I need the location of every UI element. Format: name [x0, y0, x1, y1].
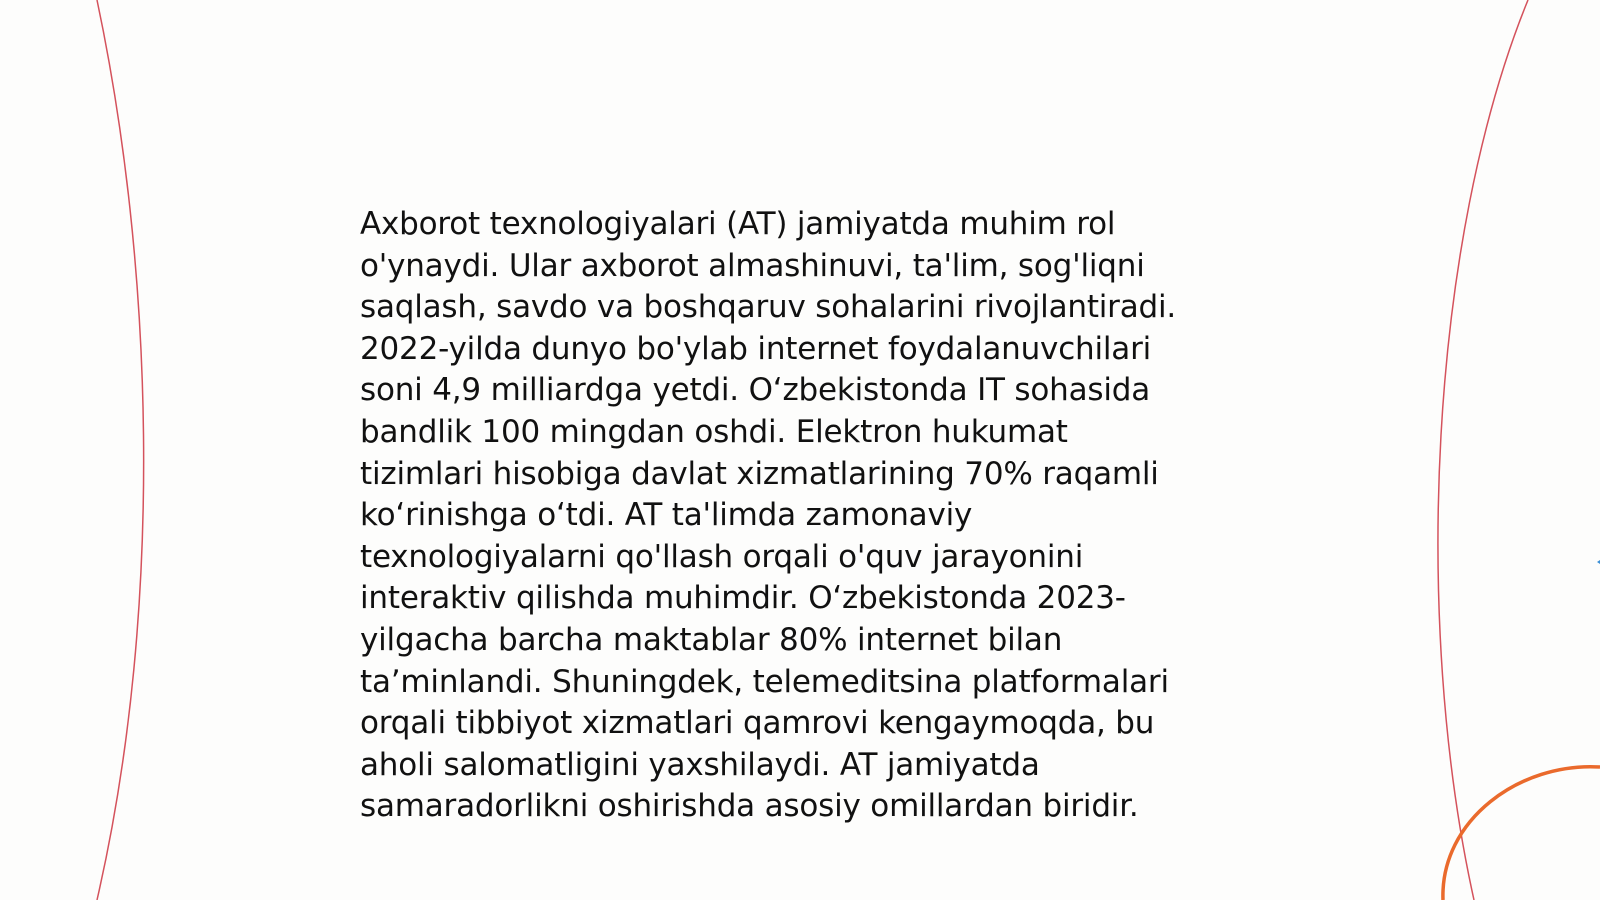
- right-curve-line: [1438, 0, 1528, 900]
- text-line: orqali tibbiyot xizmatlari qamrovi kengaymoqda, bu: [360, 705, 1155, 742]
- text-line: soni 4,9 milliardga yetdi. O‘zbekistonda IT sohasida: [360, 372, 1151, 409]
- text-line: saqlash, savdo va boshqaruv sohalarini rivojlantiradi.: [360, 289, 1177, 326]
- text-line: texnologiyalarni qo'llash orqali o'quv jarayonini: [360, 538, 1084, 575]
- text-line: Axborot texnologiyalari (AT) jamiyatda muhim rol: [360, 206, 1116, 242]
- text-line: tizimlari hisobiga davlat xizmatlarining 70% raqamli: [360, 455, 1159, 492]
- text-line: ko‘rinishga o‘tdi. AT ta'limda zamonaviy: [360, 497, 973, 534]
- text-line: samaradorlikni oshirishda asosiy omillardan biridir.: [360, 788, 1139, 825]
- text-line: interaktiv qilishda muhimdir. O‘zbekistonda 2023-: [360, 580, 1126, 617]
- text-line: aholi salomatligini yaxshilaydi. AT jamiyatda: [360, 746, 1040, 783]
- text-line: 2022-yilda dunyo bo'ylab internet foydalanuvchilari: [360, 330, 1152, 367]
- text-line: ta’minlandi. Shuningdek, telemeditsina platformalari: [360, 663, 1169, 700]
- text-line: yilgacha barcha maktablar 80% internet bilan: [360, 621, 1063, 658]
- body-paragraph: [360, 204, 1240, 828]
- text-line: o'ynaydi. Ular axborot almashinuvi, ta'lim, sog'liqni: [360, 247, 1145, 284]
- left-curve-line: [97, 0, 144, 900]
- orange-arc: [1443, 767, 1600, 900]
- text-line: bandlik 100 mingdan oshdi. Elektron hukumat: [360, 413, 1068, 450]
